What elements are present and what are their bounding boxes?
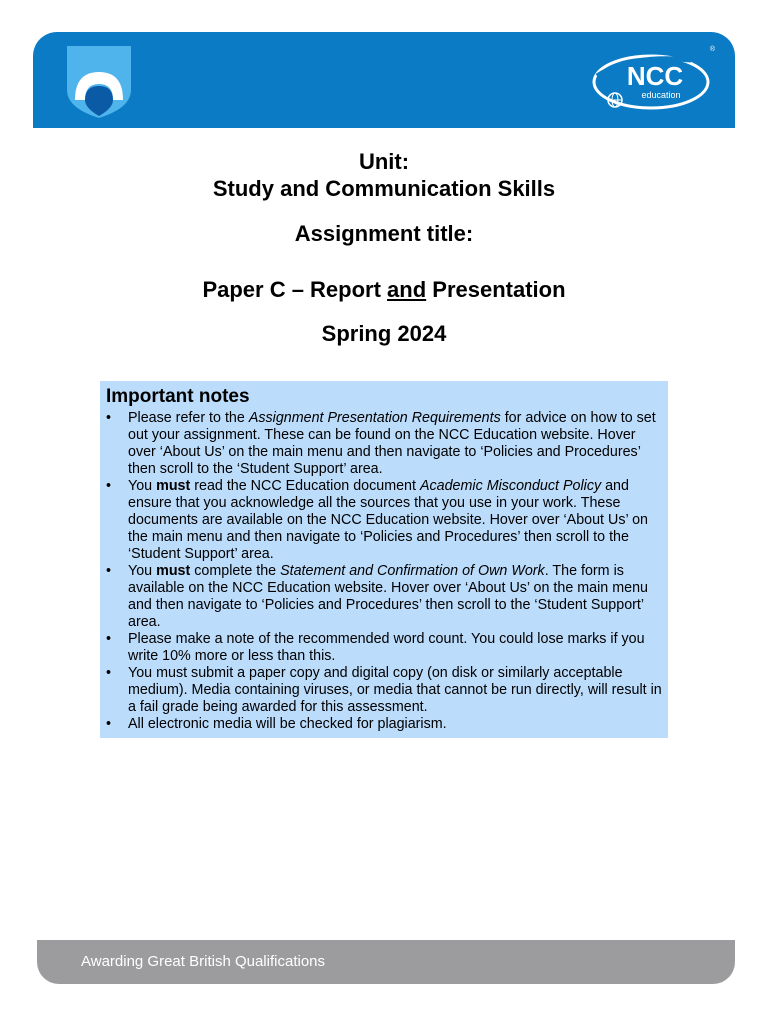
logo-sub-text: education xyxy=(641,90,681,100)
paper-title-start: Paper C – Report xyxy=(202,277,388,302)
logo-main-text: NCC xyxy=(626,61,684,91)
note-item xyxy=(106,410,662,478)
globe-icon xyxy=(608,93,622,107)
notes-heading: Important notes xyxy=(106,386,250,407)
paper-title-underlined: and xyxy=(387,277,427,302)
ncc-education-logo xyxy=(591,48,713,112)
unit-name: Study and Communication Skills xyxy=(212,176,556,201)
note-item xyxy=(106,478,662,563)
assignment-title-label: Assignment title: xyxy=(294,221,474,246)
session-label: Spring 2024 xyxy=(321,321,447,346)
note-item xyxy=(106,563,662,631)
note-text: read the NCC Education document xyxy=(190,478,420,494)
paper-title-end: Presentation xyxy=(426,277,566,302)
note-text: . The form is available on the NCC Education website. Hover over ‘About Us’ on the main menu and then navigate to ‘Policies and Procedures’ then scroll to the ‘Student Support’ area. xyxy=(128,563,648,630)
notes-list xyxy=(106,410,662,733)
note-strong: must xyxy=(156,478,191,494)
header-banner xyxy=(33,32,735,128)
note-emphasis: Statement and Confirmation of Own Work xyxy=(280,563,545,579)
note-text: You xyxy=(128,563,157,579)
note-item: • You must submit a paper copy and digital copy (on disk or similarly acceptable medium). Media containing viruses, or media that cannot be run directly, will result in a fail grade being awarded for this assessment. xyxy=(106,665,662,716)
note-text: You xyxy=(128,478,157,494)
important-notes-box xyxy=(100,381,668,738)
note-strong: must xyxy=(156,563,191,579)
footer-tagline: Awarding Great British Qualifications xyxy=(81,953,325,970)
note-item: • Please make a note of the recommended word count. You could lose marks if you write 10% more or less than this. xyxy=(106,631,662,665)
note-text: complete the xyxy=(190,563,281,579)
registered-mark: ® xyxy=(709,46,715,53)
footer-banner xyxy=(37,940,735,984)
note-text: for advice on how to set out your assignment. These can be found on the NCC Education website. Hover over ‘About Us’ on the main menu and then navigate to ‘Policies and Procedures’ then scroll to the ‘Student Support’ area. xyxy=(128,410,656,477)
shield-arch-icon xyxy=(67,46,131,118)
note-emphasis: Academic Misconduct Policy xyxy=(419,478,602,494)
note-item: • All electronic media will be checked for plagiarism. xyxy=(106,716,662,733)
note-text: Please refer to the xyxy=(128,410,249,426)
unit-label: Unit: xyxy=(358,149,410,174)
note-text: and ensure that you acknowledge all the sources that you use in your work. These documents are available on the NCC Education website. Hover over ‘About Us’ on the main menu and then navigate to ‘Policies and Procedures’ then scroll to the ‘Student Support’ area. xyxy=(128,478,648,562)
note-emphasis: Assignment Presentation Requirements xyxy=(248,410,501,426)
assignment-title xyxy=(0,275,768,304)
